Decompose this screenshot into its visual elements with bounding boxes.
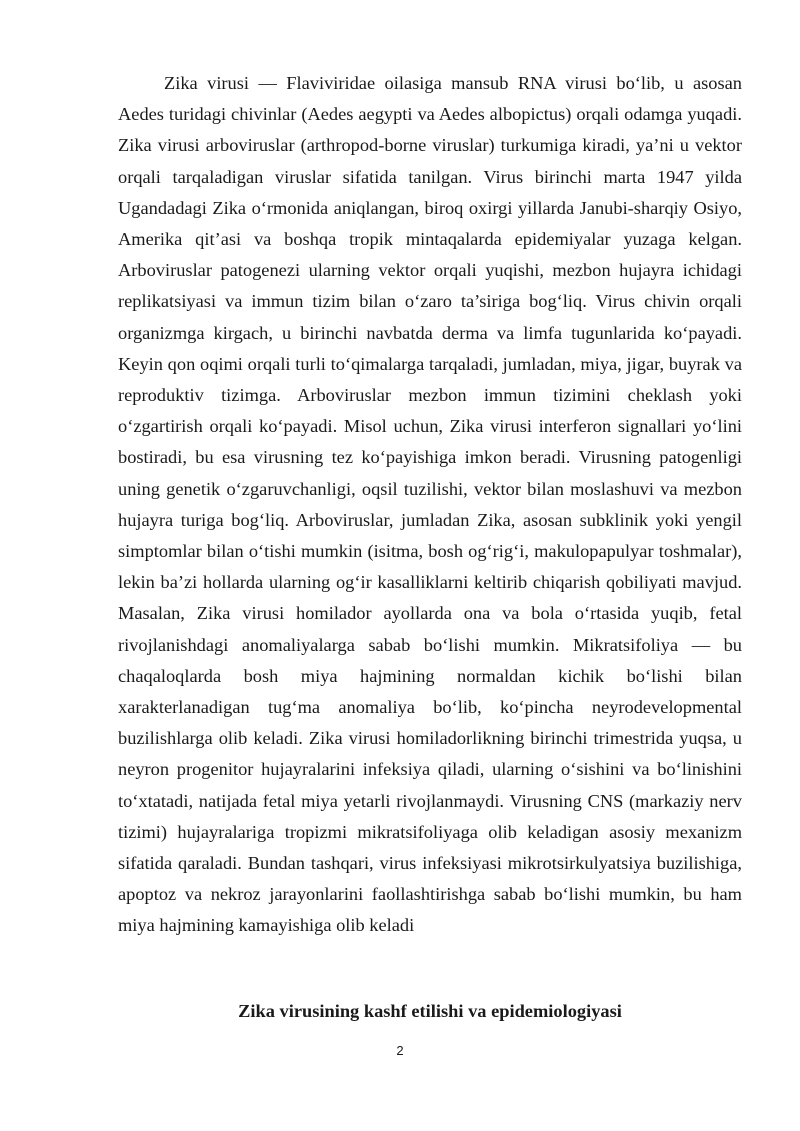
- body-paragraph: Zika virusi — Flaviviridae oilasiga mansub RNA virusi bo‘lib, u asosan Aedes turidagi chivinlar (Aedes aegypti va Aedes albopictus) orqali odamga yuqadi. Zika virusi arboviruslar (arthropod-borne viruslar) turkumiga kiradi, ya’ni u vektor orqali tarqaladigan viruslar sifatida tanilgan. Virus birinchi marta 1947 yilda Ugandadagi Zika o‘rmonida aniqlangan, biroq oxirgi yillarda Janubi-sharqiy Osiyo, Amerika qit’asi va boshqa tropik mintaqalarda epidemiyalar yuzaga kelgan. Arboviruslar patogenezi ularning vektor orqali yuqishi, mezbon hujayra ichidagi replikatsiyasi va immun tizim bilan o‘zaro ta’siriga bog‘liq. Virus chivin orqali organizmga kirgach, u birinchi navbatda derma va limfa tugunlarida ko‘payadi. Keyin qon oqimi orqali turli to‘qimalarga tarqaladi, jumladan, miya, jigar, buyrak va reproduktiv tizimga. Arboviruslar mezbon immun tizimini cheklash yoki o‘zgartirish orqali ko‘payadi. Misol uchun, Zika virusi interferon signallari yo‘lini bostiradi, bu esa virusning tez ko‘payishiga imkon beradi. Virusning patogenligi uning genetik o‘zgaruvchanligi, oqsil tuzilishi, vektor bilan moslashuvi va mezbon hujayra turiga bog‘liq. Arboviruslar, jumladan Zika, asosan subklinik yoki yengil simptomlar bilan o‘tishi mumkin (isitma, bosh og‘rig‘i, makulopapulyar toshmalar), lekin ba’zi hollarda ularning og‘ir kasalliklarni keltirib chiqarish qobiliyati mavjud. Masalan, Zika virusi homilador ayollarda ona va bola o‘rtasida yuqib, fetal rivojlanishdagi anomaliyalarga sabab bo‘lishi mumkin. Mikratsifoliya — bu chaqaloqlarda bosh miya hajmining normaldan kichik bo‘lishi bilan xarakterlanadigan tug‘ma anomaliya bo‘lib, ko‘pincha neyrodevelopmental buzilishlarga olib keladi. Zika virusi homiladorlikning birinchi trimestrida yuqsa, u neyron progenitor hujayralarini infeksiya qiladi, ularning o‘sishini va bo‘linishini to‘xtatadi, natijada fetal miya yetarli rivojlanmaydi. Virusning CNS (markaziy nerv tizimi) hujayralariga tropizmi mikratsifoliyaga olib keladigan asosiy mexanizm sifatida qaraladi. Bundan tashqari, virus infeksiyasi mikrotsirkulyatsiya buzilishiga, apoptoz va nekroz jarayonlarini faollashtirishga sabab bo‘lishi mumkin, bu ham miya hajmining kamayishiga olib keladi: [118, 73, 742, 936]
- section-heading: Zika virusining kashf etilishi va epidemiologiyasi: [238, 1001, 622, 1021]
- page-number: 2: [396, 1043, 404, 1058]
